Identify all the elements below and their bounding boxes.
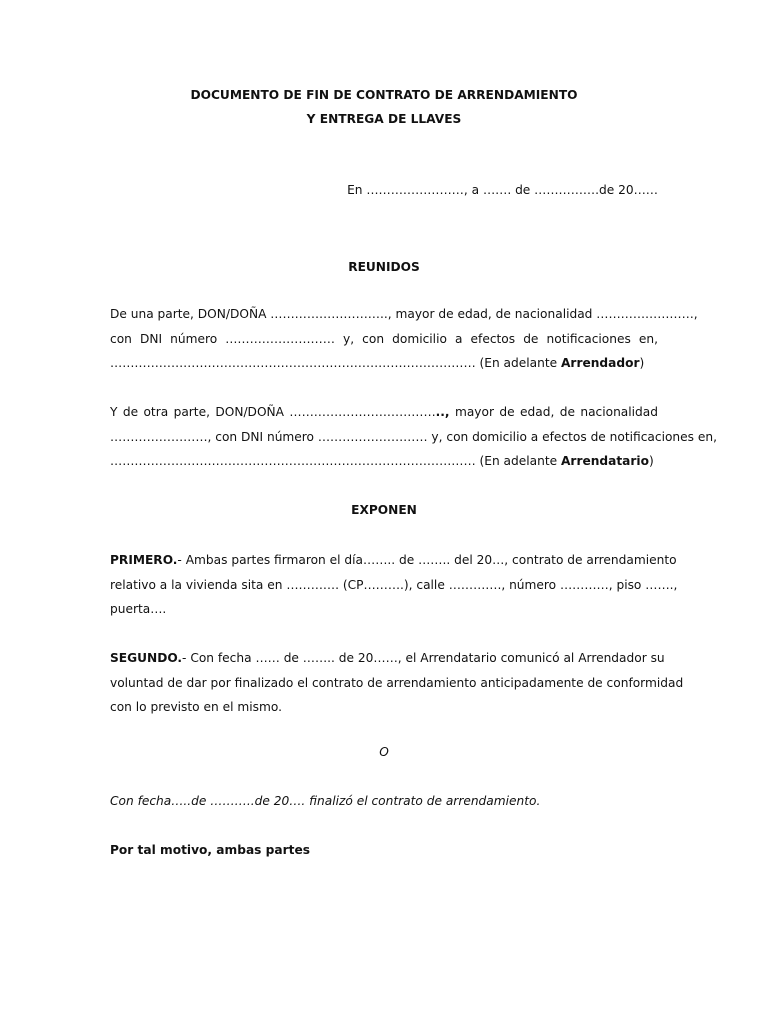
paragraph-line: puerta….: [110, 602, 167, 617]
paragraph-line: [110, 646, 665, 671]
primero-paragraph: [110, 548, 678, 622]
paragraph-bold-text: ..,: [435, 405, 450, 419]
parte-arrendatario-paragraph: [110, 400, 717, 474]
primero-label: PRIMERO.: [110, 553, 178, 567]
paragraph-line: ……………………, con DNI número ……………………… y, con domicilio a efectos de notificaciones en,: [110, 429, 717, 444]
heading-reunidos: REUNIDOS: [348, 260, 420, 274]
parte-arrendador-paragraph: [110, 302, 698, 376]
heading-exponen: EXPONEN: [351, 503, 417, 517]
paragraph-line: [110, 351, 658, 376]
date-line: En ……………………, a ……. de …………….de 20……: [347, 183, 658, 197]
paragraph-line: con DNI número ……………………… y, con domicilio a efectos de notificaciones en,: [110, 331, 658, 346]
paragraph-text: Y de otra parte, DON/DOÑA ………………………………: [110, 405, 436, 419]
paragraph-line: [110, 449, 658, 474]
document-title-line1: DOCUMENTO DE FIN DE CONTRATO DE ARRENDAMIENTO: [190, 88, 578, 102]
paragraph-line: De una parte, DON/DOÑA ……………………….., mayor de edad, de nacionalidad ……………………,: [110, 307, 698, 321]
document-title-line2: Y ENTREGA DE LLAVES: [306, 112, 462, 126]
alternative-clause: Con fecha…..de ………..de 20…. finalizó el contrato de arrendamiento.: [110, 794, 541, 808]
paragraph-text: ): [639, 356, 645, 371]
paragraph-line: relativo a la vivienda sita en …………. (CP……….), calle …………., número …………, piso …….,: [110, 577, 678, 592]
paragraph-line: voluntad de dar por finalizado el contrato de arrendamiento anticipadamente de conformidad: [110, 675, 684, 690]
segundo-label: SEGUNDO.: [110, 651, 183, 665]
segundo-paragraph: [110, 646, 684, 720]
alternative-o: O: [379, 745, 389, 759]
paragraph-line: [110, 548, 677, 573]
paragraph-text: ): [648, 454, 654, 469]
closing-line: Por tal motivo, ambas partes: [110, 843, 310, 857]
paragraph-text: - Con fecha …… de …….. de 20……, el Arrendatario comunicó al Arrendador su: [182, 651, 665, 665]
paragraph-line: con lo previsto en el mismo.: [110, 700, 282, 715]
paragraph-text: ……………………………………………………………………………… (En adelante: [110, 356, 561, 371]
role-arrendador: Arrendador: [561, 356, 640, 371]
paragraph-line: [110, 400, 658, 425]
paragraph-text: mayor de edad, de nacionalidad: [449, 405, 658, 419]
paragraph-text: ……………………………………………………………………………… (En adelante: [110, 454, 561, 469]
paragraph-text: - Ambas partes firmaron el día…….. de …….. del 20…, contrato de arrendamiento: [177, 553, 677, 567]
role-arrendatario: Arrendatario: [561, 454, 649, 469]
